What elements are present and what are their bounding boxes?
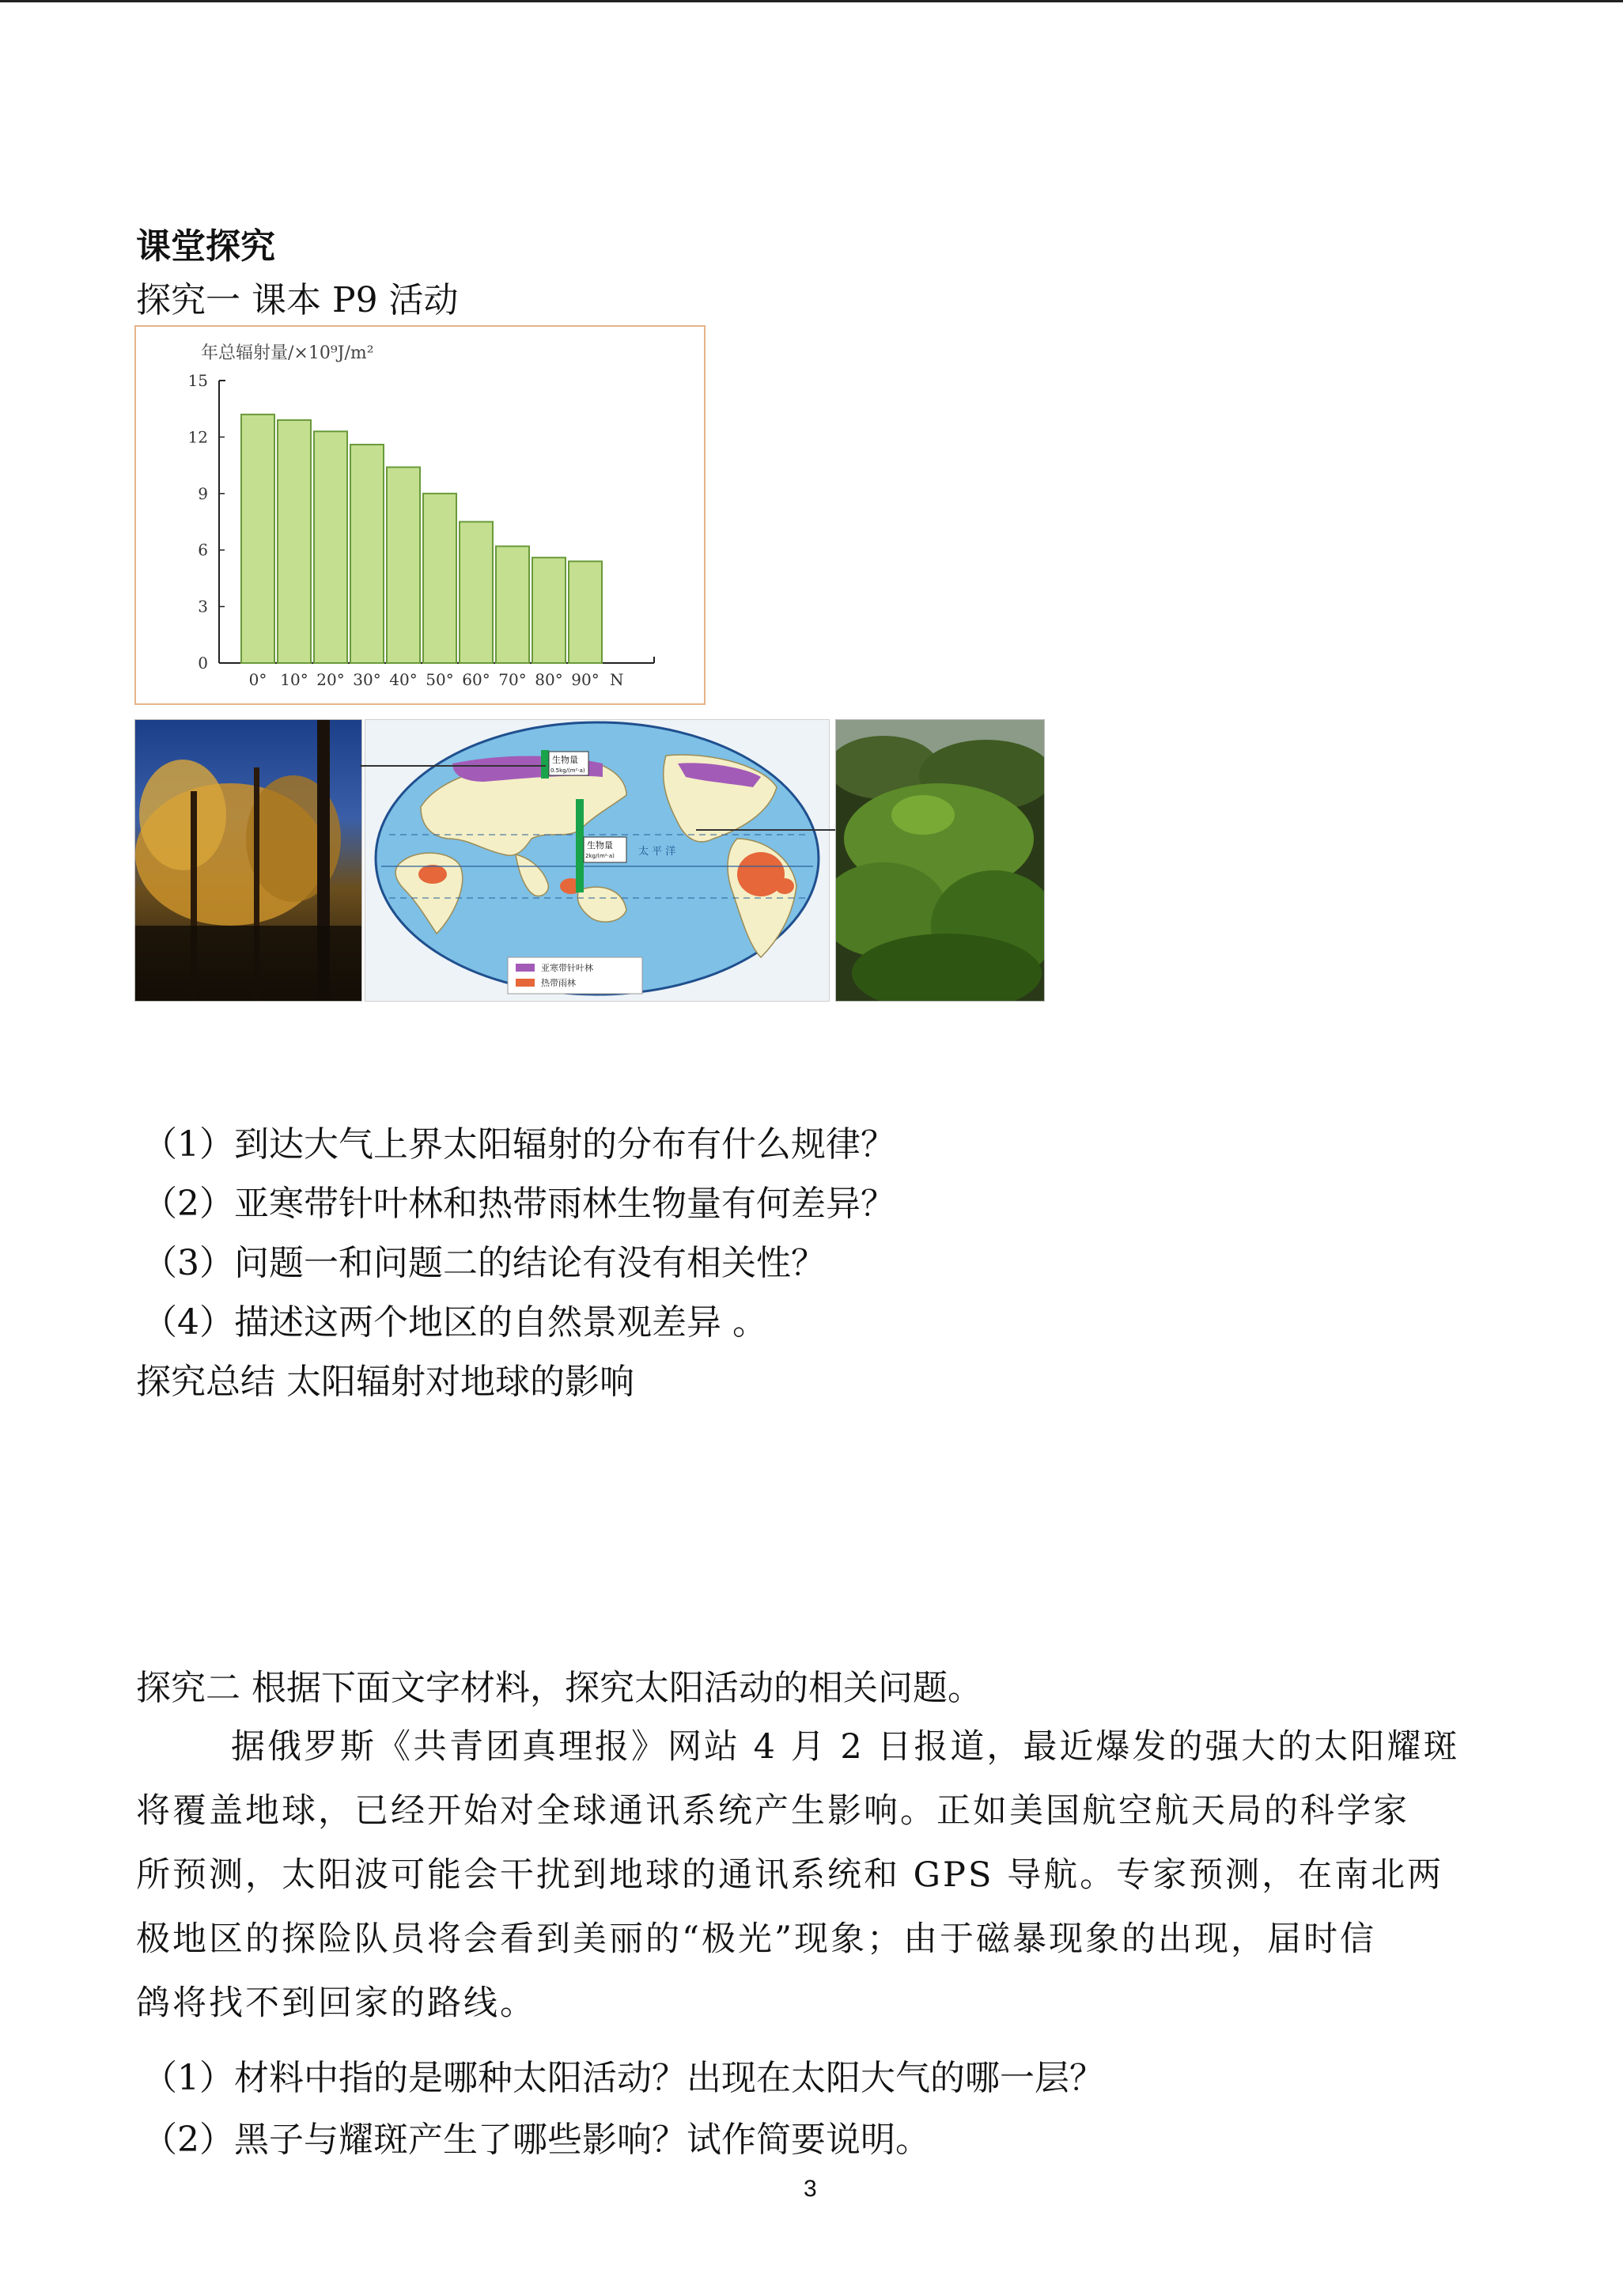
- question1-3: （3）问题一和问题二的结论有没有相关性？: [142, 1243, 826, 1283]
- y-tick-label: 6: [198, 540, 208, 560]
- y-tick-label: 12: [187, 427, 208, 447]
- question1-2: （2）亚寒带针叶林和热带雨林生物量有何差异？: [142, 1184, 895, 1224]
- taiga-biomass-value: 0.5kg/(m²·a): [550, 767, 585, 774]
- pacific-ocean-label: 太 平 洋: [638, 846, 676, 858]
- bar: [532, 558, 566, 663]
- y-tick-label: 0: [198, 654, 208, 673]
- y-tick-label: 3: [198, 597, 208, 616]
- x-tick-label: 30°: [353, 670, 381, 689]
- question2-1: （1）材料中指的是哪种太阳活动？出现在太阳大气的哪一层？: [142, 2058, 1104, 2098]
- legend-rainforest: 热带雨林: [541, 978, 576, 988]
- summary-title: 探究总结 太阳辐射对地球的影响: [136, 1362, 634, 1402]
- x-tick-label: 20°: [316, 670, 345, 689]
- material-line-1: 据俄罗斯《共青团真理报》网站 4 月 2 日报道，最近爆发的强大的太阳耀斑: [231, 1727, 1460, 1767]
- taiga-biomass-label: 生物量: [552, 755, 578, 765]
- x-axis-end-label: N: [610, 670, 624, 689]
- x-tick-label: 40°: [389, 670, 418, 689]
- radiation-chart-svg: [136, 327, 704, 703]
- bar: [278, 420, 311, 663]
- question1-4: （4）描述这两个地区的自然景观差异 。: [142, 1302, 767, 1343]
- x-tick-label: 10°: [280, 670, 308, 689]
- y-tick-label: 9: [198, 483, 208, 503]
- page-number: 3: [804, 2176, 817, 2202]
- y-tick-label: 15: [187, 371, 208, 390]
- legend-taiga: 亚寒带针叶林: [541, 963, 593, 973]
- bar: [350, 445, 384, 663]
- bar: [387, 467, 420, 663]
- heading: 课堂探究: [136, 226, 275, 267]
- material-line-5: 鸽将找不到回家的路线。: [136, 1983, 536, 2023]
- x-tick-label: 70°: [498, 670, 527, 689]
- rainforest-biomass-value: 2kg/(m²·a): [585, 853, 615, 859]
- material-line-2: 将覆盖地球，已经开始对全球通讯系统产生影响。正如美国航空航天局的科学家: [136, 1791, 1409, 1831]
- bar: [569, 561, 602, 663]
- x-tick-label: 0°: [248, 670, 267, 689]
- bar: [314, 431, 347, 663]
- material-line-3: 所预测，太阳波可能会干扰到地球的通讯系统和 GPS 导航。专家预测，在南北两: [136, 1855, 1444, 1895]
- radiation-bar-chart: [134, 325, 706, 705]
- material-line-4: 极地区的探险队员将会看到美丽的“极光”现象；由于磁暴现象的出现，届时信: [136, 1919, 1376, 1959]
- question2-2: （2）黑子与耀斑产生了哪些影响？试作简要说明。: [142, 2120, 930, 2160]
- question1-1: （1）到达大气上界太阳辐射的分布有什么规律？: [142, 1124, 895, 1165]
- section1-title: 探究一 课本 P9 活动: [136, 280, 459, 320]
- bar: [241, 415, 274, 663]
- bar: [496, 546, 529, 663]
- rainforest-biomass-label: 生物量: [587, 840, 613, 851]
- page-top-border: [0, 0, 1623, 2]
- x-tick-label: 50°: [426, 670, 454, 689]
- rainforest-photo: [835, 719, 1045, 1002]
- x-tick-label: 80°: [535, 670, 563, 689]
- x-tick-label: 60°: [462, 670, 490, 689]
- bar: [460, 522, 493, 664]
- x-tick-label: 90°: [571, 670, 600, 689]
- chart-ylabel: 年总辐射量/×10⁹J/m²: [201, 343, 374, 363]
- section2-title: 探究二 根据下面文字材料，探究太阳活动的相关问题。: [136, 1668, 982, 1708]
- bar: [423, 494, 456, 663]
